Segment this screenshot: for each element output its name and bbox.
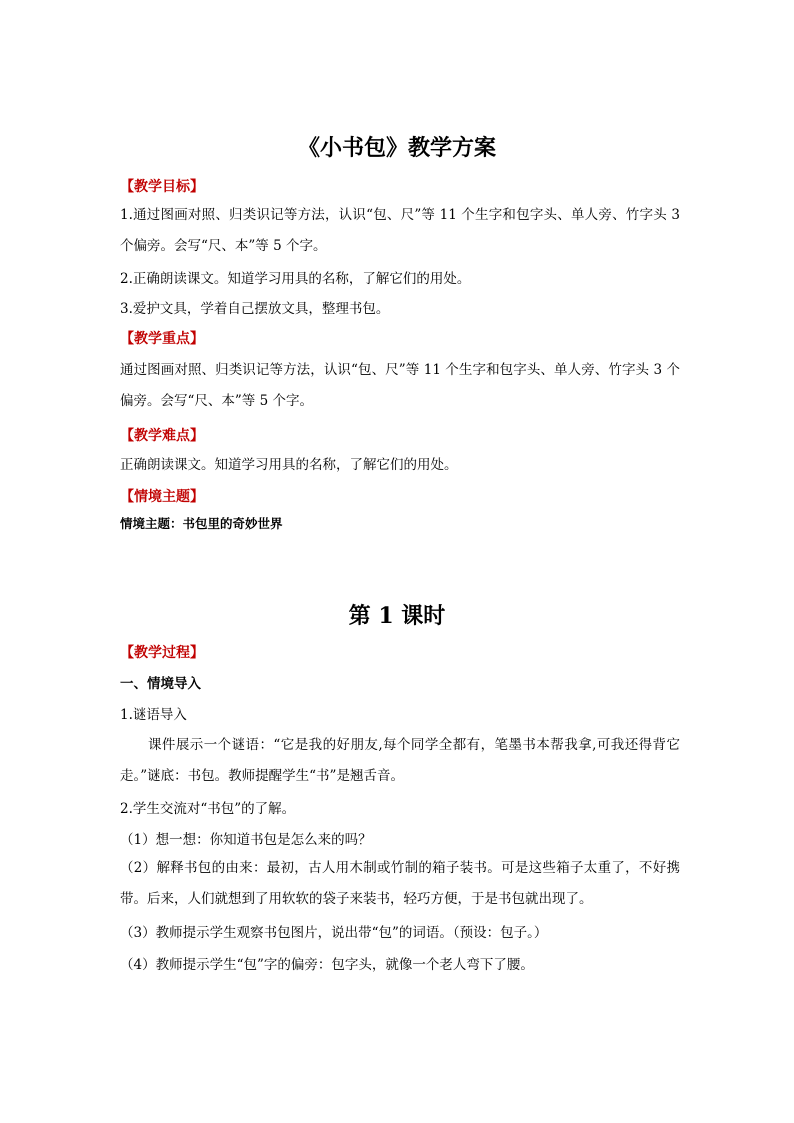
section-heading-key-points: 【教学重点】: [120, 331, 204, 347]
goal-item-3: 3.爱护文具，学着自己摆放文具，整理书包。: [120, 301, 390, 317]
step-2-sub-4: （4）教师提示学生“包”字的偏旁：包字头，就像一个老人弯下了腰。: [120, 957, 534, 973]
document-title: 《小书包》教学方案: [297, 135, 496, 161]
goal-item-2: 2.正确朗读课文。知道学习用具的名称，了解它们的用处。: [120, 271, 471, 287]
step-1-heading: 1.谜语导入: [120, 707, 187, 723]
section-heading-goals: 【教学目标】: [120, 179, 204, 195]
theme-text: 情境主题：书包里的奇妙世界: [120, 516, 283, 531]
goal-item-1: 1.通过图画对照、归类识记等方法，认识“包、尺”等 11 个生字和包字头、单人旁、竹字头 3 个偏旁。会写“尺、本”等 5 个字。: [120, 207, 680, 254]
key-points-text: 通过图画对照、归类识记等方法，认识“包、尺”等 11 个生字和包字头、单人旁、竹字头 3 个偏旁。会写“尺、本”等 5 个字。: [120, 362, 680, 409]
step-2-heading: 2.学生交流对“书包”的了解。: [120, 801, 296, 817]
lesson-title: 第 1 课时: [348, 603, 446, 629]
step-2-sub-1: （1）想一想：你知道书包是怎么来的吗？: [120, 832, 372, 848]
step-2-sub-3: （3）教师提示学生观察书包图片，说出带“包”的词语。（预设：包子。）: [120, 925, 548, 941]
part-heading-intro: 一、情境导入: [120, 676, 201, 692]
step-2-sub-2: （2）解释书包的由来：最初，古人用木制或竹制的箱子装书。可是这些箱子太重了，不好携带。后来，人们就想到了用软软的袋子来装书，轻巧方便，于是书包就出现了。: [120, 860, 680, 907]
section-heading-process: 【教学过程】: [120, 645, 204, 661]
step-1-text: 课件展示一个谜语：“它是我的好朋友,每个同学全都有，笔墨书本帮我拿,可我还得背它走。”谜底：书包。教师提醒学生“书”是翘舌音。: [120, 737, 680, 784]
section-heading-theme: 【情境主题】: [120, 489, 204, 505]
difficulties-text: 正确朗读课文。知道学习用具的名称，了解它们的用处。: [120, 457, 458, 473]
section-heading-difficulties: 【教学难点】: [120, 428, 204, 444]
